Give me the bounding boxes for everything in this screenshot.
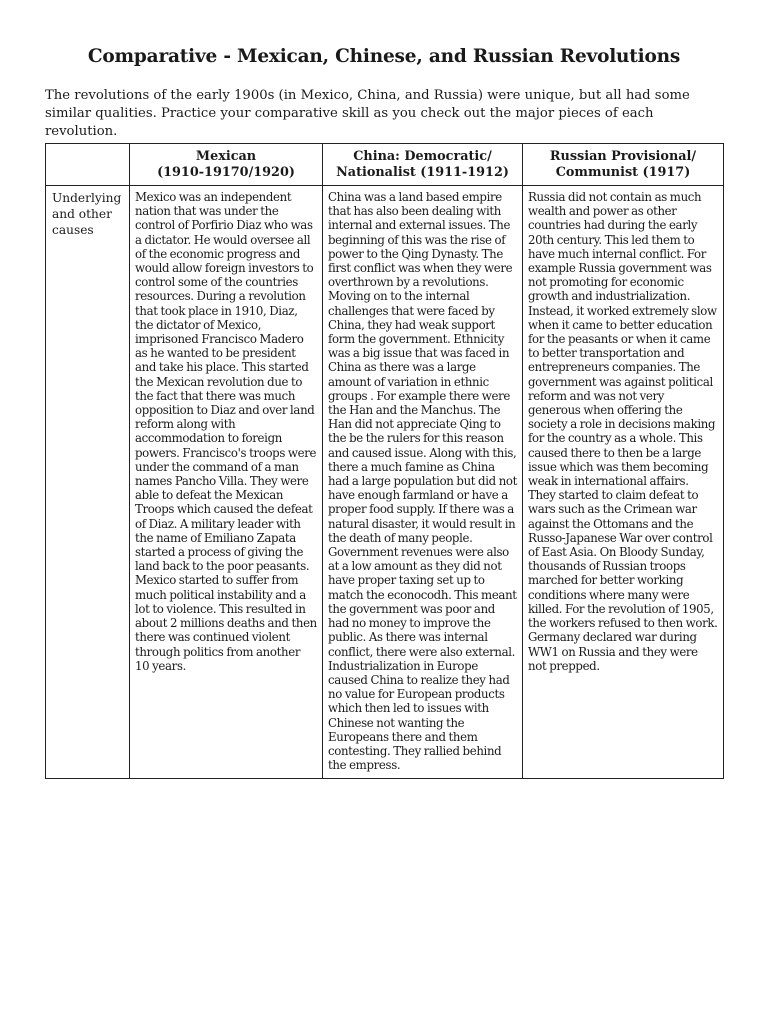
header-russia-dates: Communist (1917) bbox=[555, 164, 691, 180]
header-cell-mexican bbox=[130, 144, 323, 186]
header-cell-empty bbox=[46, 144, 130, 186]
header-china-dates: Nationalist (1911-1912) bbox=[336, 164, 509, 180]
cell-mexican-causes: Mexico was an independent nation that was under the control of Porfirio Diaz who was a dictator. He would oversee all of the economic progress and would allow foreign investors to control some of the countries resources. During a revolution that took place in 1910, Diaz, the dictator of Mexico, imprisoned Francisco Madero as he wanted to be president and take his place. This started the Mexican revolution due to the fact that there was much opposition to Diaz and over land reform along with accommodation to foreign powers. Francisco's troops were under the command of a man names Pancho Villa. They were able to defeat the Mexican Troops which caused the defeat of Diaz. A military leader with the name of Emiliano Zapata started a process of giving the land back to the poor peasants. Mexico started to suffer from much political instability and a lot to violence. This resulted in about 2 millions deaths and then there was continued violent through politics from another 10 years. bbox=[130, 186, 323, 779]
table-row bbox=[46, 186, 724, 779]
header-cell-china bbox=[323, 144, 523, 186]
intro-paragraph: The revolutions of the early 1900s (in Mexico, China, and Russia) were unique, but all had some similar qualities. Practice your comparative skill as you check out the major pieces of each revolution. bbox=[45, 88, 690, 139]
header-mexican-dates: (1910-19170/1920) bbox=[157, 164, 295, 180]
header-russia-title: Russian Provisional/ bbox=[549, 149, 697, 164]
page-title: Comparative - Mexican, Chinese, and Russian Revolutions bbox=[87, 46, 681, 67]
cell-china-causes: China was a land based empire that has also been dealing with internal and external issues. The beginning of this was the rise of power to the Qing Dynasty. The first conflict was when they were overthrown by a revolutions. Moving on to the internal challenges that were faced by China, they had weak support form the government. Ethnicity was a big issue that was faced in China as there was a large amount of variation in ethnic groups . For example there were the Han and the Manchus. The Han did not appreciate Qing to the be the rulers for this reason and caused issue. Along with this, there a much famine as China had a large population but did not have enough farmland or have a proper food supply. If there was a natural disaster, it would result in the death of many people. Government revenues were also at a low amount as they did not have proper taxing set up to match the econocodh. This meant the government was poor and had no money to improve the public. As there was internal conflict, there were also external. Industrialization in Europe caused China to realize they had no value for European products which then led to issues with Chinese not wanting the Europeans there and them contesting. They rallied behind the empress. bbox=[323, 186, 523, 779]
header-cell-russia bbox=[523, 144, 724, 186]
row-label-causes: Underlying and other causes bbox=[46, 186, 130, 779]
comparison-table bbox=[45, 143, 724, 779]
cell-russia-causes: Russia did not contain as much wealth and power as other countries had during the early 20th century. This led them to have much internal conflict. For example Russia government was not promoting for economic growth and industrialization. Instead, it worked extremely slow when it came to better education for the peasants or when it came to better transportation and entrepreneurs companies. The government was against political reform and was not very generous when offering the society a role in decisions making for the country as a whole. This caused there to then be a large issue which was them becoming weak in international affairs. They started to claim defeat to wars such as the Crimean war against the Ottomans and the Russo-Japanese War over control of East Asia. On Bloody Sunday, thousands of Russian troops marched for better working conditions where many were killed. For the revolution of 1905, the workers refused to then work. Germany declared war during WW1 on Russia and they were not prepped. bbox=[523, 186, 724, 779]
header-row bbox=[46, 144, 724, 186]
header-china-title: China: Democratic/ bbox=[353, 149, 492, 164]
header-mexican-title: Mexican bbox=[195, 149, 257, 164]
